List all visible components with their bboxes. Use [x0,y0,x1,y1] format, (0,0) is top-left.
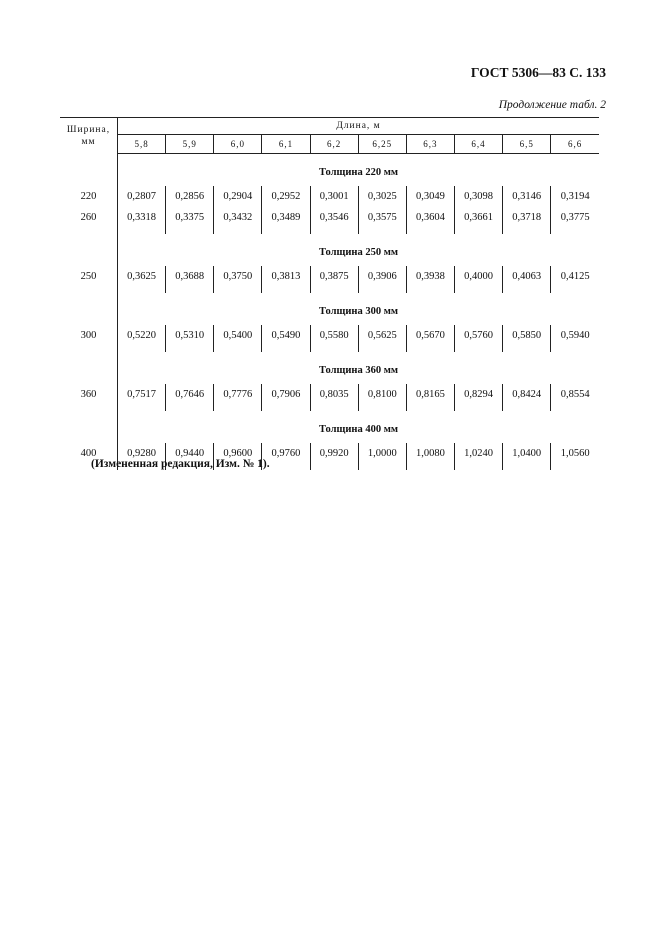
width-header-label: Ширина, [66,124,111,135]
gap-cell [310,464,358,470]
length-header-cell: 6,1 [262,135,310,154]
volume-cell: 0,2856 [166,186,214,207]
volume-cell: 1,0000 [358,443,406,464]
volume-cell: 0,3194 [551,186,599,207]
volume-cell: 0,3750 [214,266,262,287]
volume-cell: 0,3001 [310,186,358,207]
volume-cell: 0,2904 [214,186,262,207]
table-row [60,207,599,228]
section-title: Толщина 360 мм [118,352,600,384]
volume-cell: 1,0080 [406,443,454,464]
volume-cell: 0,3718 [503,207,551,228]
volume-cell: 0,7646 [166,384,214,405]
volume-cell: 0,8035 [310,384,358,405]
section-title-spacer [60,234,118,266]
document-code: ГОСТ 5306—83 С. 133 [470,65,606,80]
section-title-row [60,154,599,187]
width-cell: 400 [80,448,97,459]
volume-cell: 0,3575 [358,207,406,228]
volume-cell: 0,7906 [262,384,310,405]
volume-cell: 0,3661 [454,207,502,228]
volume-cell: 0,3049 [406,186,454,207]
volume-cell: 1,0560 [551,443,599,464]
volume-cell: 0,9920 [310,443,358,464]
volume-cell: 0,9440 [166,443,214,464]
width-cell: 260 [80,212,97,223]
volume-cell: 0,5760 [454,325,502,346]
length-header-cell: 5,8 [118,135,166,154]
volume-cell: 0,5310 [166,325,214,346]
section-title: Толщина 400 мм [118,411,600,443]
volume-cell: 1,0400 [503,443,551,464]
gap-cell [406,464,454,470]
length-header-cell: 6,6 [551,135,599,154]
gap-cell [358,464,406,470]
volume-cell: 0,2952 [262,186,310,207]
length-header-cell: 6,2 [310,135,358,154]
volume-cell: 0,5580 [310,325,358,346]
width-header-unit: мм [81,136,96,147]
section-title: Толщина 220 мм [118,154,600,187]
gap-cell [503,464,551,470]
volume-cell: 0,3875 [310,266,358,287]
gap-cell [551,464,599,470]
volume-cell: 0,3025 [358,186,406,207]
table-continuation-label: Продолжение табл. 2 [498,99,606,111]
volume-cell: 0,3546 [310,207,358,228]
width-cell: 220 [80,191,97,202]
section-title-row [60,293,599,325]
volume-cell: 0,7517 [118,384,166,405]
volume-cell: 0,3688 [166,266,214,287]
volume-cell: 0,4125 [551,266,599,287]
section-title-spacer [60,154,118,187]
length-header-cell: 6,3 [406,135,454,154]
length-header-cell: 6,0 [214,135,262,154]
section-title-row [60,411,599,443]
table-row [60,266,599,287]
volume-cell: 0,5940 [551,325,599,346]
volume-cell: 0,3938 [406,266,454,287]
volume-cell: 0,9760 [262,443,310,464]
volume-cell: 0,5490 [262,325,310,346]
volume-cell: 0,4063 [503,266,551,287]
length-header: Длина, м [118,118,600,135]
volume-cell: 0,8424 [503,384,551,405]
volume-table [60,117,599,470]
section-title: Толщина 300 мм [118,293,600,325]
volume-cell: 0,5670 [406,325,454,346]
volume-cell: 0,5220 [118,325,166,346]
volume-cell: 0,5850 [503,325,551,346]
volume-cell: 0,3098 [454,186,502,207]
length-header-cell: 6,5 [503,135,551,154]
section-title-spacer [60,293,118,325]
table-row [60,186,599,207]
section-title: Толщина 250 мм [118,234,600,266]
width-column-header [60,118,118,154]
volume-cell: 0,8294 [454,384,502,405]
section-title-spacer [60,352,118,384]
table-row [60,384,599,405]
volume-cell: 0,3146 [503,186,551,207]
volume-cell: 0,3375 [166,207,214,228]
volume-cell: 0,3625 [118,266,166,287]
volume-cell: 0,3604 [406,207,454,228]
length-header-cell: 6,25 [358,135,406,154]
table-row [60,325,599,346]
volume-cell: 0,3813 [262,266,310,287]
width-cell: 300 [80,330,97,341]
volume-cell: 1,0240 [454,443,502,464]
volume-cell: 0,9600 [214,443,262,464]
volume-cell: 0,3906 [358,266,406,287]
section-title-row [60,352,599,384]
volume-cell: 0,8165 [406,384,454,405]
volume-cell: 0,5400 [214,325,262,346]
gap-cell [454,464,502,470]
volume-cell: 0,3432 [214,207,262,228]
volume-cell: 0,7776 [214,384,262,405]
revision-note: (Измененная редакция, Изм. № 1). [91,458,270,470]
section-title-spacer [60,411,118,443]
volume-cell: 0,5625 [358,325,406,346]
volume-cell: 0,9280 [118,443,166,464]
volume-cell: 0,3489 [262,207,310,228]
volume-cell: 0,8554 [551,384,599,405]
volume-cell: 0,3775 [551,207,599,228]
length-header-cell: 6,4 [454,135,502,154]
table-body [60,154,599,471]
volume-cell: 0,3318 [118,207,166,228]
volume-cell: 0,2807 [118,186,166,207]
width-cell: 360 [80,389,97,400]
length-header-cell: 5,9 [166,135,214,154]
section-title-row [60,234,599,266]
volume-cell: 0,4000 [454,266,502,287]
length-values-row [60,135,599,154]
width-cell: 250 [80,271,97,282]
volume-cell: 0,8100 [358,384,406,405]
